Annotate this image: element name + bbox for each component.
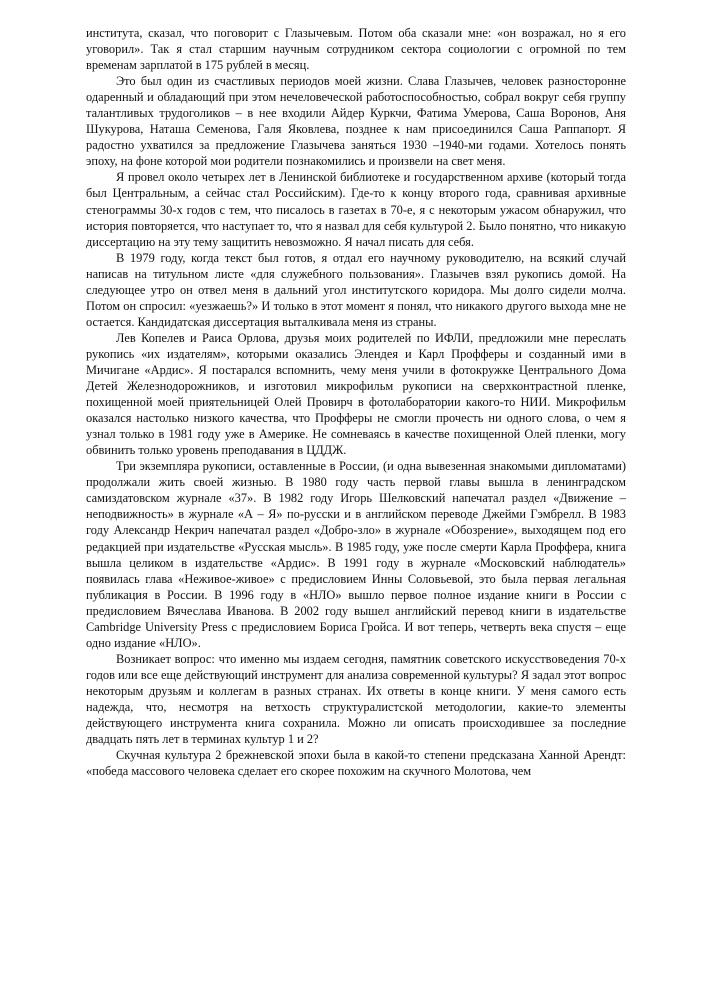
paragraph-2: Это был один из счастливых периодов моей жизни. Слава Глазычев, человек разносторонне одаренный и обладающий при этом нечеловеческой работоспособностью, собрал вокруг себя группу талантливых трудоголиков – в нее входили Айдер Куркчи, Фатима Умерова, Саша Воронов, Аня Шукурова, Наташа Семенова, Галя Яковлева, позднее к нам присоединился Саша Раппапорт. Я радостно ухватился за предложение Глазычева заняться 1930 –1940-ми годами. Хотелось понять эпоху, на фоне которой мои родители познакомились и произвели на свет меня.	[86, 74, 626, 169]
paragraph-7: Возникает вопрос: что именно мы издаем сегодня, памятник советского искусствоведения 70-х годов или все еще действующий инструмент для анализа современной культуры? Я задал этот вопрос некоторым друзьям и коллегам в разных странах. Их ответы в конце книги. У меня самого есть надежда, что, несмотря на ветхость структуралистской методологии, какие-то элементы действующего инструмента книга сохранила. Можно ли описать происходившее за последние двадцать пять лет в терминах культур 1 и 2?	[86, 651, 626, 747]
document-page	[86, 25, 626, 779]
paragraph-3: Я провел около четырех лет в Ленинской библиотеке и государственном архиве (который тогда был Центральным, а сейчас стал Российским). Где-то к концу второго года, сравнивая архивные стенограммы 30-х годов с тем, что писалось в газетах в 70-е, я с некоторым ужасом обнаружил, что история повторяется, что наступает то, что я назвал для себя культурой 2. Было понятно, что никакую диссертацию на эту тему защитить невозможно. Я начал писать для себя.	[86, 170, 626, 249]
paragraph-4: В 1979 году, когда текст был готов, я отдал его научному руководителю, на всякий случай написав на титульном листе «для служебного пользования». Глазычев взял рукопись домой. На следующее утро он отвел меня в дальний угол институтского коридора. Мы долго сидели молча. Потом он спросил: «уезжаешь?» И только в этот момент я понял, что никакого другого выхода мне не остается. Кандидатская диссертация выталкивала меня из страны.	[86, 250, 626, 329]
paragraph-8: Скучная культура 2 брежневской эпохи была в какой-то степени предсказана Ханной Арендт: «победа массового человека сделает его скорее похожим на скучного Молотова, чем	[86, 748, 626, 779]
paragraph-1: института, сказал, что поговорит с Глазычевым. Потом оба сказали мне: «он возражал, но я его уговорил». Так я стал старшим научным сотрудником сектора социологии с огромной по тем временам зарплатой в 175 рублей в месяц.	[86, 26, 626, 73]
paragraph-5: Лев Копелев и Раиса Орлова, друзья моих родителей по ИФЛИ, предложили мне переслать рукопись «их издателям», которыми оказались Элендея и Карл Профферы и созданный ими в Мичигане «Ардис». Я постарался вспомнить, чему меня учили в фотокружке Центрального Дома Детей Железнодорожников, и изготовил микрофильм рукописи на сверхконтрастной пленке, похищенной моей приятельницей Олей Провирч в фотолаборатории какого-то НИИ. Микрофильм оказался настолько низкого качества, что Профферы не смогли прочесть ни одного слова, о чем я узнал только в 1981 году уже в Америке. Не сомневаясь в качестве похищенной Олей пленки, могу обвинить только уровень преподавания в ЦДДЖ.	[86, 330, 626, 458]
paragraph-6: Три экземпляра рукописи, оставленные в России, (и одна вывезенная знакомыми дипломатами) продолжали жить своей жизнью. В 1980 году часть первой главы вышла в ленинградском самиздатовском журнале «37». В 1982 году Игорь Шелковский напечатал раздел «Движение – неподвижность» в журнале «А – Я» по-русски и в английском переводе Джейми Гэмбрелл. В 1983 году Александр Некрич напечатал раздел «Добро-зло» в журнале «Обозрение», выходящем под его редакцией при издательстве «Русская мысль». В 1985 году, уже после смерти Карла Проффера, книга вышла целиком в издательстве «Ардис». В 1991 году в журнале «Московский наблюдатель» появилась глава «Неживое-живое» с предисловием Инны Соловьевой, это была первая легальная публикация в России. В 1996 году в «НЛО» вышло первое полное издание книги в России с предисловием Вячеслава Иванова. В 2002 году вышел английский перевод книги в издательстве Cambridge University Press с предисловием Бориса Гройса. И вот теперь, четверть века спустя – еще одно издание «НЛО».	[86, 459, 626, 650]
